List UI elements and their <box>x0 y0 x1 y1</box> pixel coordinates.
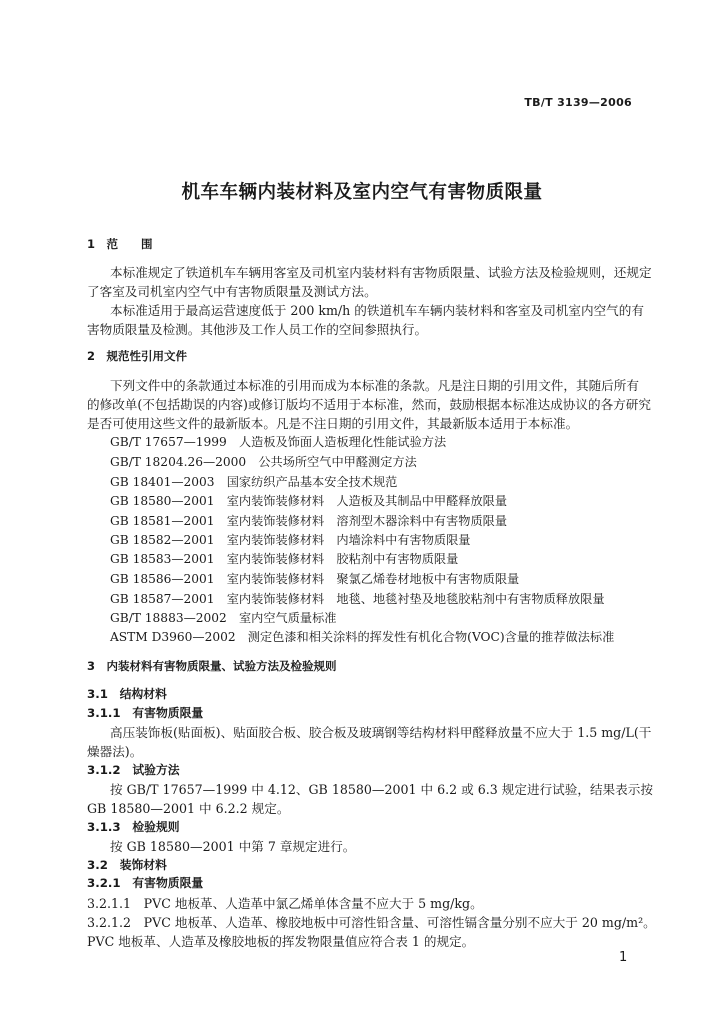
reference-item: GB/T 18204.26—2000 公共场所空气中甲醛测定方法 <box>110 455 417 469</box>
reference-item: GB 18401—2003 国家纺织产品基本安全技术规范 <box>110 475 398 489</box>
paragraph-line: 是否可使用这些文件的最新版本。凡是不注日期的引用文件，其最新版本适用于本标准。 <box>87 416 579 431</box>
reference-item: GB 18583—2001 室内装饰装修材料 胶粘剂中有害物质限量 <box>110 552 459 566</box>
reference-item: GB 18580—2001 室内装饰装修材料 人造板及其制品中甲醛释放限量 <box>110 494 508 508</box>
reference-item: GB/T 17657—1999 人造板及饰面人造板理化性能试验方法 <box>110 435 447 449</box>
reference-item: GB 18581—2001 室内装饰装修材料 溶剂型木器涂料中有害物质限量 <box>110 514 508 528</box>
reference-item: GB 18587—2001 室内装饰装修材料 地毯、地毯衬垫及地毯胶粘剂中有害物质释放限量 <box>110 592 605 606</box>
paragraph-line: 本标准适用于最高运营速度低于 200 km/h 的铁道机车车辆内装材料和客室及司机室内空气的有 <box>110 303 644 318</box>
section-3-heading: 3 内装材料有害物质限量、试验方法及检验规则 <box>87 659 337 673</box>
section-1-heading: 1 范 围 <box>87 237 153 251</box>
paragraph-line: 按 GB 18580—2001 中第 7 章规定进行。 <box>110 839 356 854</box>
document-title: 机车车辆内装材料及室内空气有害物质限量 <box>181 182 543 203</box>
subsection-3-1-3-heading: 3.1.3 检验规则 <box>87 820 180 834</box>
paragraph-line: 高压装饰板(贴面板)、贴面胶合板、胶合板及玻璃钢等结构材料甲醛释放量不应大于 1.5 mg/L(干 <box>110 725 652 740</box>
standard-code: TB/T 3139—2006 <box>524 96 632 109</box>
reference-item: GB/T 18883—2002 室内空气质量标准 <box>110 611 337 625</box>
subsection-3-1-heading: 3.1 结构材料 <box>87 687 167 701</box>
paragraph-line: 了客室及司机室内空气中有害物质限量及测试方法。 <box>87 284 377 299</box>
subsection-3-2-heading: 3.2 装饰材料 <box>87 858 167 872</box>
paragraph-line: 下列文件中的条款通过本标准的引用而成为本标准的条款。凡是注日期的引用文件，其随后所有 <box>110 378 639 393</box>
reference-item: ASTM D3960—2002 测定色漆和相关涂料的挥发性有机化合物(VOC)含量的推荐做法标准 <box>110 630 615 644</box>
paragraph-line: 害物质限量及检测。其他涉及工作人员工作的空间参照执行。 <box>87 322 428 337</box>
clause-3-2-1-2: 3.2.1.2 PVC 地板革、人造革、橡胶地板中可溶性铅含量、可溶性镉含量分别不应大于 20 mg/m²。 <box>87 915 656 930</box>
paragraph-line: PVC 地板革、人造革及橡胶地板的挥发物限量值应符合表 1 的规定。 <box>87 934 475 949</box>
subsection-3-1-1-heading: 3.1.1 有害物质限量 <box>87 706 204 720</box>
reference-item: GB 18582—2001 室内装饰装修材料 内墙涂料中有害物质限量 <box>110 533 471 547</box>
clause-3-2-1-1: 3.2.1.1 PVC 地板革、人造革中氯乙烯单体含量不应大于 5 mg/kg。 <box>87 896 483 911</box>
subsection-3-1-2-heading: 3.1.2 试验方法 <box>87 763 180 777</box>
paragraph-line: 按 GB/T 17657—1999 中 4.12、GB 18580—2001 中 6.2 或 6.3 规定进行试验，结果表示按 <box>110 782 653 797</box>
section-2-heading: 2 规范性引用文件 <box>87 349 188 363</box>
paragraph-line: 的修改单(不包括勘误的内容)或修订版均不适用于本标准，然而，鼓励根据本标准达成协议的各方研究 <box>87 397 651 412</box>
paragraph-line: 燥器法)。 <box>87 744 143 759</box>
paragraph-line: GB 18580—2001 中 6.2.2 规定。 <box>87 801 290 816</box>
page-number: 1 <box>619 950 628 965</box>
subsection-3-2-1-heading: 3.2.1 有害物质限量 <box>87 876 204 890</box>
reference-item: GB 18586—2001 室内装饰装修材料 聚氯乙烯卷材地板中有害物质限量 <box>110 572 520 586</box>
paragraph-line: 本标准规定了铁道机车车辆用客室及司机室内装材料有害物质限量、试验方法及检验规则，还规定 <box>110 265 652 280</box>
